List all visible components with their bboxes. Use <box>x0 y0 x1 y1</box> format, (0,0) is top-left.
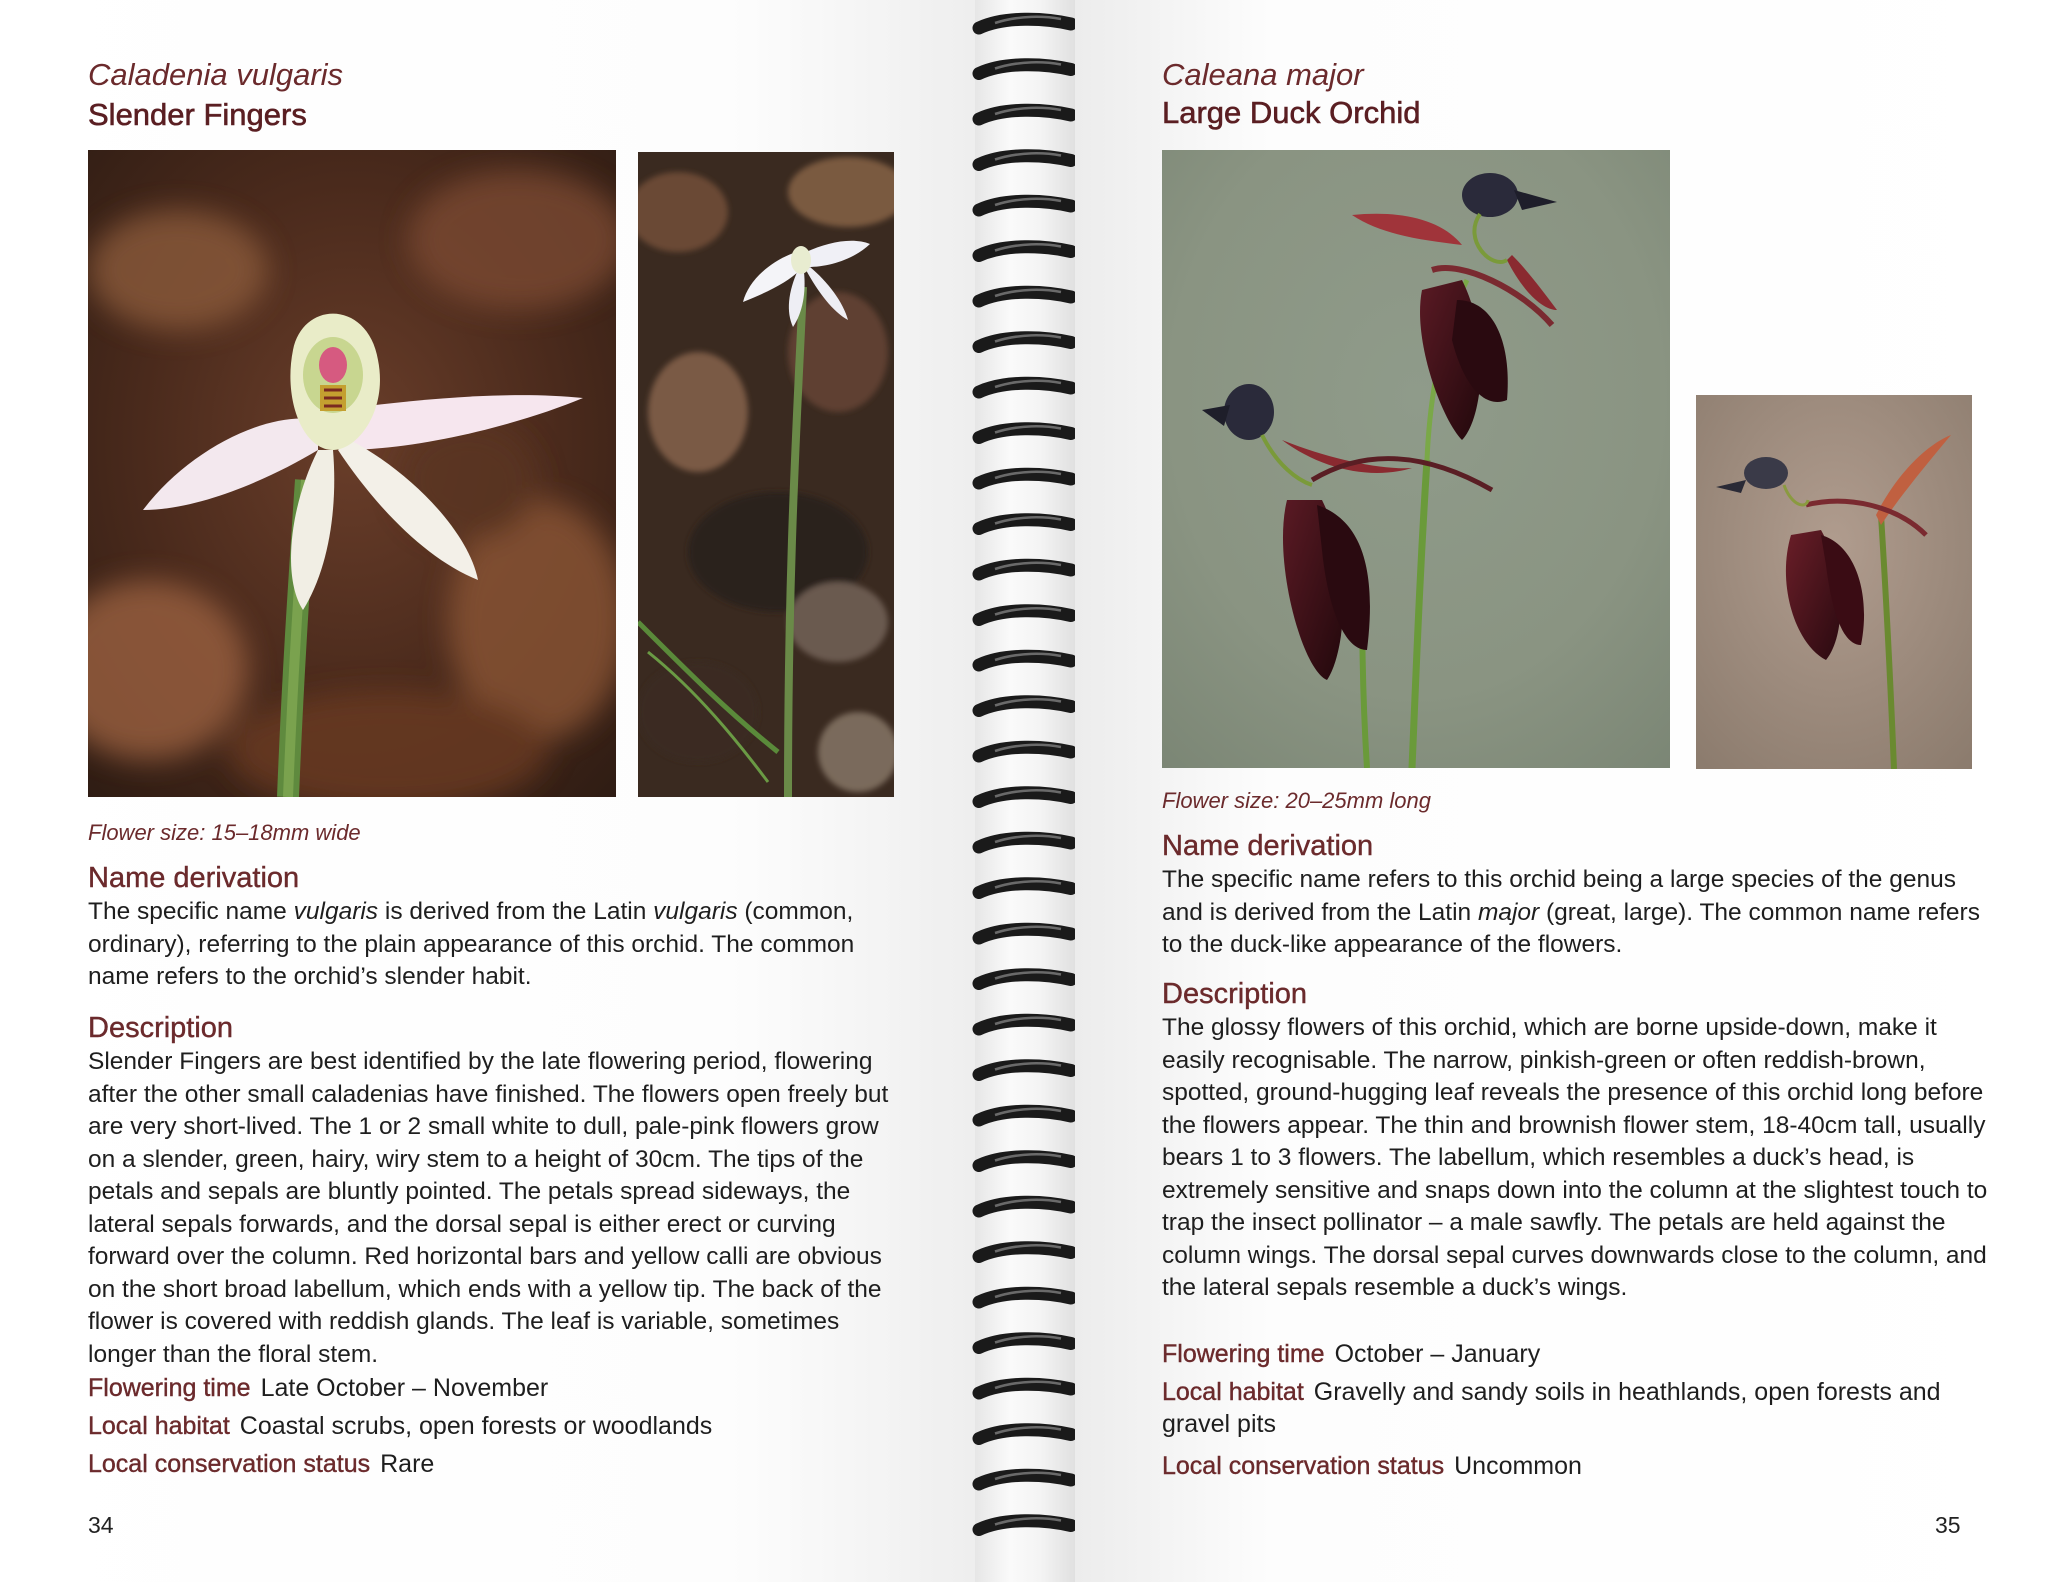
spiral-coil <box>979 884 1071 893</box>
orchid-photo-closeup <box>88 150 616 797</box>
flowering-time-row: Flowering time October – January <box>1162 1340 1541 1368</box>
spiral-coil <box>979 65 1071 74</box>
description-text: Slender Fingers are best identified by the late flowering period, flowering after the other small caladenias have finished. The flowers open freely but are very short-lived. The 1 or 2 small white to dull, pale-pink flowers grow on a slender, green, hairy, wiry stem to a height of 30cm. The tips of the petals and sepals are bluntly pointed. The petals spread sideways, the lateral sepals forwards, and the dorsal sepal is either erect or curving forward over the column. Red horizontal bars and yellow calli are obvious on the short broad labellum, which ends with a yellow tip. The back of the flower is covered with reddish glands. The leaf is variable, sometimes longer than the floral stem. <box>88 1048 889 1368</box>
spiral-coil <box>979 110 1071 119</box>
spiral-coil <box>979 1202 1071 1211</box>
flower-size-caption: Flower size: 15–18mm wide <box>88 820 361 845</box>
name-derivation-text: The specific name refers to this orchid being a large species of the genus and is derived from the Latin major (great, large). The common name refers to the duck-like appearance of the flowers. <box>1162 866 1980 958</box>
local-habitat-row: Local habitat Gravelly and sandy soils in heathlands, open forests and gravel pits <box>1162 1378 1941 1438</box>
spiral-coil <box>979 656 1071 665</box>
page-number: 34 <box>88 1512 114 1538</box>
description-heading: Description <box>88 1012 234 1044</box>
right-page <box>1075 0 2048 1582</box>
spiral-coil <box>979 838 1071 847</box>
spiral-coil <box>979 975 1071 984</box>
spiral-coil <box>979 793 1071 802</box>
common-name: Slender Fingers <box>88 97 307 132</box>
spiral-coil <box>979 611 1071 620</box>
description-heading: Description <box>1162 978 1308 1010</box>
spiral-coil <box>979 1248 1071 1257</box>
left-page <box>0 0 975 1582</box>
spiral-coil <box>979 201 1071 210</box>
spiral-coil <box>979 1521 1071 1530</box>
spiral-coil <box>979 1384 1071 1393</box>
name-derivation-text: The specific name vulgaris is derived from the Latin vulgaris (common, ordinary), referring to the plain appearance of this orchid. The common name refers to the orchid’s slender habit. <box>88 898 855 990</box>
spiral-coil <box>979 1066 1071 1075</box>
spiral-coil <box>979 1339 1071 1348</box>
spiral-coil <box>979 429 1071 438</box>
spiral-coil <box>979 747 1071 756</box>
flowering-time-row: Flowering time Late October – November <box>88 1374 549 1402</box>
conservation-status-row: Local conservation status Uncommon <box>1162 1452 1582 1480</box>
spiral-coil <box>979 1293 1071 1302</box>
spiral-coil <box>979 565 1071 574</box>
page-number: 35 <box>1935 1512 1961 1538</box>
name-derivation-heading: Name derivation <box>1162 830 1374 862</box>
spiral-coil <box>979 1020 1071 1029</box>
spiral-coil <box>979 929 1071 938</box>
spiral-coil <box>979 338 1071 347</box>
spiral-binding <box>965 0 1085 1582</box>
spiral-coil <box>979 520 1071 529</box>
scientific-name: Caladenia vulgaris <box>88 57 344 92</box>
spiral-coil <box>979 156 1071 165</box>
spiral-coil <box>979 474 1071 483</box>
orchid-photo-habit <box>638 152 894 797</box>
spiral-coil <box>979 1475 1071 1484</box>
scientific-name: Caleana major <box>1162 57 1364 92</box>
local-habitat-row: Local habitat Coastal scrubs, open forests or woodlands <box>88 1412 713 1440</box>
spiral-coil <box>979 292 1071 301</box>
conservation-status-row: Local conservation status Rare <box>88 1450 435 1478</box>
orchid-photo-detail <box>1696 395 1972 769</box>
spiral-coil <box>979 702 1071 711</box>
spiral-coil <box>979 247 1071 256</box>
flower-size-caption: Flower size: 20–25mm long <box>1162 788 1432 813</box>
spiral-coil <box>979 1111 1071 1120</box>
name-derivation-heading: Name derivation <box>88 862 300 894</box>
spiral-coil <box>979 1157 1071 1166</box>
spiral-coil <box>979 383 1071 392</box>
common-name: Large Duck Orchid <box>1162 95 1421 130</box>
spiral-coil <box>979 19 1071 28</box>
description-text: The glossy flowers of this orchid, which are borne upside-down, make it easily recognisable. The narrow, pinkish-green or often reddish-brown, spotted, ground-hugging leaf reveals the presence of this orchid long before the flowers appear. The thin and brownish flower stem, 18-40cm tall, usually bears 1 to 3 flowers. The labellum, which resembles a duck’s head, is extremely sensitive and snaps down into the column at the slightest touch to trap the insect pollinator – a male sawfly. The petals are held against the column wings. The dorsal sepal curves downwards close to the column, and the lateral sepals resemble a duck’s wings. <box>1162 1014 1988 1301</box>
spiral-coil <box>979 1430 1071 1439</box>
orchid-photo-pair <box>1162 150 1670 768</box>
